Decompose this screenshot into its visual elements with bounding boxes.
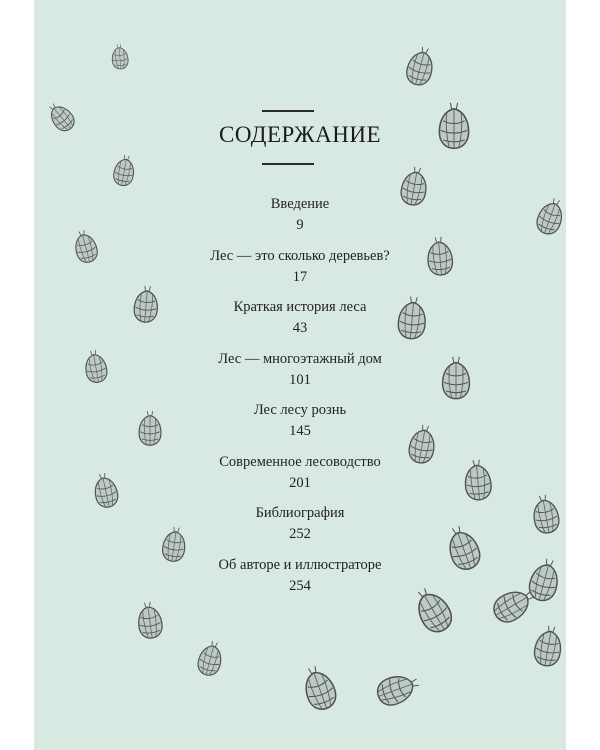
contents-entry [160, 246, 440, 298]
pine-cone-icon [534, 195, 566, 237]
contents-entry [160, 297, 440, 349]
pine-cone-icon [111, 44, 129, 70]
contents-entry [160, 452, 440, 504]
pine-cone-icon [532, 624, 564, 668]
pine-cone-icon [526, 556, 563, 603]
book-page [34, 0, 566, 750]
heading-rule-bottom [262, 163, 314, 165]
pine-cone-icon [463, 459, 492, 501]
pine-cone-icon [374, 670, 422, 709]
contents-heading: СОДЕРЖАНИЕ [218, 122, 381, 147]
pine-cone-icon [133, 285, 159, 323]
pine-cone-icon [439, 103, 468, 149]
chapter-title: Введение [270, 196, 330, 212]
pine-cone-icon [91, 471, 120, 509]
pine-cone-icon [195, 639, 225, 678]
pine-cone-icon [404, 45, 437, 88]
pine-cone-icon [139, 411, 161, 445]
contents-entry [160, 555, 440, 607]
chapter-page-number: 17 [292, 268, 308, 285]
chapter-page-number: 252 [289, 526, 311, 542]
pine-cone-icon [530, 493, 561, 535]
pine-cone-icon [443, 357, 470, 399]
pine-cone-icon [44, 99, 78, 135]
pine-cone-icon [83, 349, 109, 384]
contents-list [160, 194, 440, 606]
chapter-page-number: 101 [289, 371, 311, 388]
chapter-title: Лес — многоэтажный дом [218, 350, 382, 367]
chapter-page-number: 43 [292, 320, 308, 336]
chapter-page-number: 201 [289, 474, 311, 491]
pine-cone-icon [299, 663, 340, 714]
contents-entry [160, 194, 440, 246]
chapter-title: Об авторе и иллюстраторе [218, 556, 382, 573]
contents-entry [160, 400, 440, 452]
chapter-title: Лес — это сколько деревьев? [210, 247, 390, 264]
pine-cone-icon [112, 154, 136, 187]
contents-entry [160, 503, 440, 555]
chapter-title: Современное лесоводство [219, 453, 381, 470]
chapter-title: Библиография [255, 505, 345, 521]
pine-cone-icon [71, 228, 99, 265]
chapter-page-number: 254 [289, 577, 311, 594]
chapter-page-number: 9 [296, 217, 304, 233]
chapter-title: Краткая история леса [233, 299, 367, 315]
chapter-page-number: 145 [289, 423, 311, 439]
pine-cone-icon [136, 601, 164, 640]
contents-entry [160, 349, 440, 401]
chapter-title: Лес лесу рознь [253, 402, 347, 418]
pine-cone-icon [443, 523, 484, 574]
heading-rule-top [262, 110, 314, 112]
